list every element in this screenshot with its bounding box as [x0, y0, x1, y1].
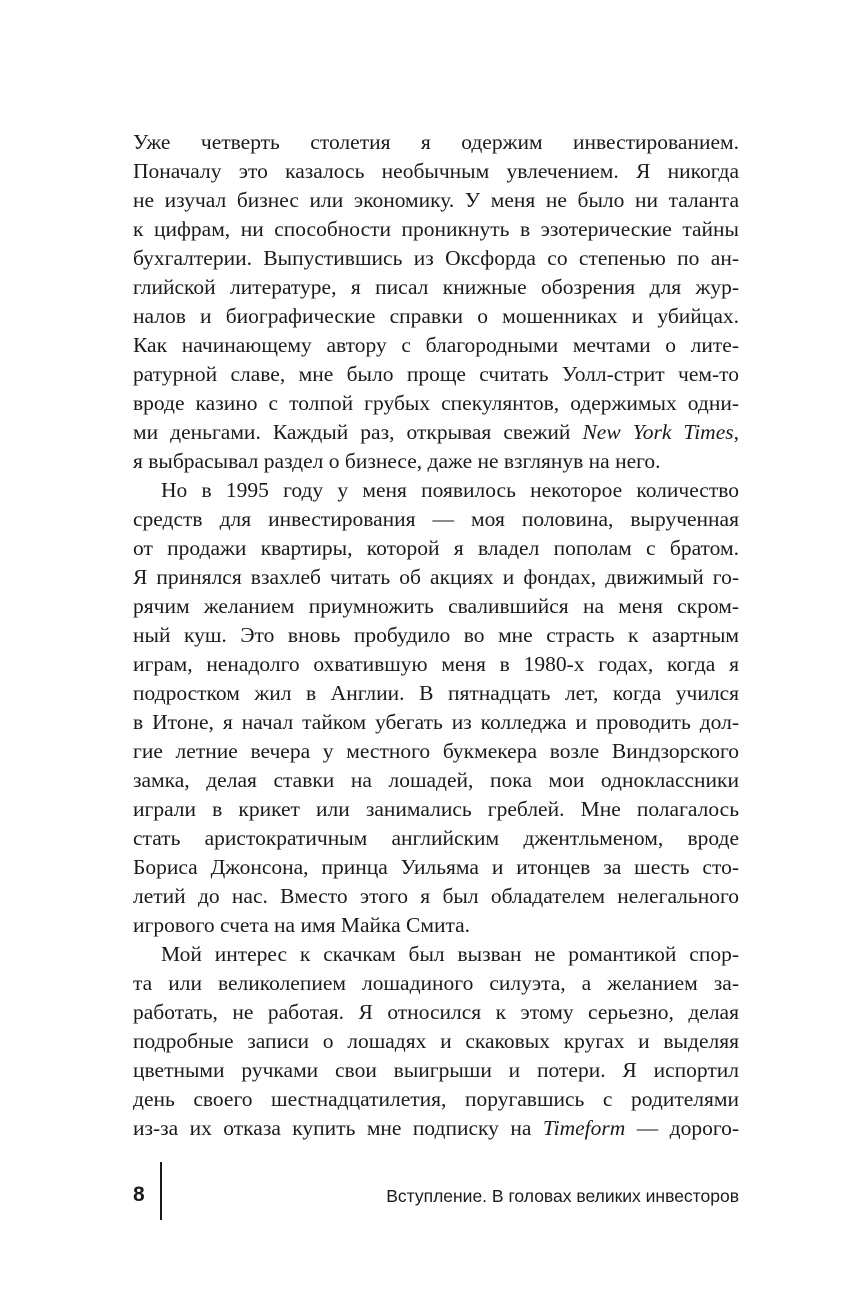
text-line — [133, 418, 739, 447]
text-line: день своего шестнадцатилетия, поругавшись с родителями — [133, 1087, 739, 1111]
text-segment: — дорого- — [636, 1116, 740, 1140]
text-line: ратурной славе, мне было проще считать Уолл-стрит чем-то — [133, 362, 739, 386]
text-line: в Итоне, я начал тайком убегать из колледжа и проводить дол- — [133, 710, 739, 734]
text-line — [133, 1114, 739, 1143]
text-line: замка, делая ставки на лошадей, пока мои одноклассники — [133, 768, 739, 792]
text-line: средств для инвестирования — моя половина, вырученная — [133, 507, 739, 531]
text-line: цветными ручками свои выигрыши и потери. Я испортил — [133, 1058, 739, 1082]
text-line: налов и биографические справки о мошенниках и убийцах. — [133, 304, 739, 328]
text-line: работать, не работая. Я относился к этому серьезно, делая — [133, 1000, 739, 1024]
text-line: не изучал бизнес или экономику. У меня не было ни таланта — [133, 188, 739, 212]
text-line: подробные записи о лошадях и скаковых кругах и выделяя — [133, 1029, 739, 1053]
text-line: подростком жил в Англии. В пятнадцать лет, когда учился — [133, 681, 739, 705]
italic-title-timeform: Timeform — [542, 1116, 626, 1140]
text-line: я выбрасывал раздел о бизнесе, даже не взглянув на него. — [133, 449, 661, 473]
text-line: Как начинающему автору с благородными мечтами о лите- — [133, 333, 739, 357]
text-line: к цифрам, ни способности проникнуть в эзотерические тайны — [133, 217, 739, 241]
text-line: вроде казино с толпой грубых спекулянтов, одержимых одни- — [133, 391, 739, 415]
paragraph-start: Мой интерес к скачкам был вызван не романтикой спор- — [161, 942, 739, 966]
page-number: 8 — [133, 1183, 145, 1206]
text-line: Уже четверть столетия я одержим инвестированием. — [133, 130, 739, 154]
text-line: играли в крикет или занимались греблей. Мне полагалось — [133, 797, 739, 821]
text-line: Я принялся взахлеб читать об акциях и фондах, движимый го- — [133, 565, 739, 589]
text-line: Поначалу это казалось необычным увлечением. Я никогда — [133, 159, 739, 183]
text-line: рячим желанием приумножить свалившийся на меня скром- — [133, 594, 739, 618]
text-line: глийской литературе, я писал книжные обозрения для жур- — [133, 275, 739, 299]
text-line: Бориса Джонсона, принца Уильяма и итонцев за шесть сто- — [133, 855, 739, 879]
italic-title-nyt: New York Times — [582, 420, 734, 444]
text-line: бухгалтерии. Выпустившись из Оксфорда со степенью по ан- — [133, 246, 739, 270]
text-segment: ми деньгами. Каждый раз, открывая свежий — [133, 420, 583, 444]
text-line: стать аристократичным английским джентльменом, вроде — [133, 826, 739, 850]
text-line: ный куш. Это вновь пробудило во мне страсть к азартным — [133, 623, 739, 647]
running-title: Вступление. В головах великих инвесторов — [386, 1186, 739, 1206]
text-line: играм, ненадолго охватившую меня в 1980-х годах, когда я — [133, 652, 739, 676]
text-line: летий до нас. Вместо этого я был обладателем нелегального — [133, 884, 739, 908]
text-line: та или великолепием лошадиного силуэта, а желанием за- — [133, 971, 739, 995]
text-line: игрового счета на имя Майка Смита. — [133, 913, 471, 937]
text-segment: , — [733, 420, 739, 444]
body-text — [133, 128, 739, 1143]
text-segment: из-за их отказа купить мне подписку на — [133, 1116, 543, 1140]
paragraph-start: Но в 1995 году у меня появилось некоторое количество — [161, 478, 739, 502]
text-line: от продажи квартиры, которой я владел пополам с братом. — [133, 536, 739, 560]
footer-divider — [160, 1162, 162, 1220]
text-line: гие летние вечера у местного букмекера возле Виндзорского — [133, 739, 739, 763]
